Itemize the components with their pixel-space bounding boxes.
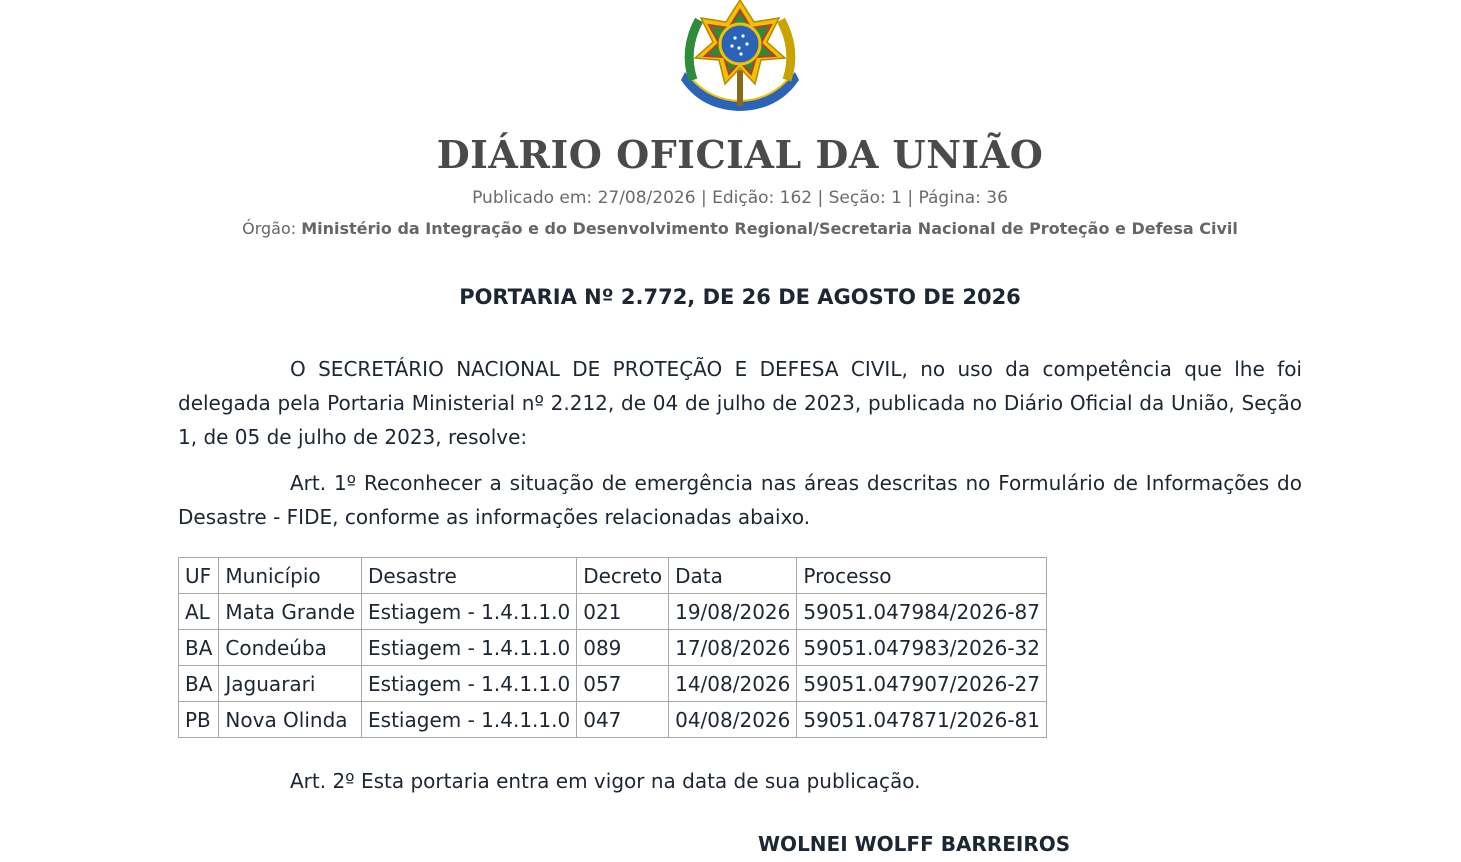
column-header: Processo bbox=[797, 558, 1047, 594]
table-row bbox=[179, 630, 1047, 666]
table-row bbox=[179, 666, 1047, 702]
column-header: Data bbox=[669, 558, 797, 594]
orgao-line bbox=[0, 219, 1461, 238]
cell-desastre: Estiagem - 1.4.1.1.0 bbox=[362, 594, 577, 630]
dou-title: DIÁRIO OFICIAL DA UNIÃO bbox=[436, 132, 1044, 177]
cell-data: 04/08/2026 bbox=[669, 702, 797, 738]
brazil-coat-of-arms-icon bbox=[675, 0, 805, 112]
cell-uf: PB bbox=[179, 702, 219, 738]
cell-municipio: Mata Grande bbox=[219, 594, 362, 630]
cell-decreto: 089 bbox=[577, 630, 669, 666]
municipalities-table bbox=[178, 557, 1047, 738]
table-row bbox=[179, 594, 1047, 630]
column-header: Desastre bbox=[362, 558, 577, 594]
column-header: Município bbox=[219, 558, 362, 594]
cell-processo: 59051.047907/2026-27 bbox=[797, 666, 1047, 702]
intro-paragraph: O SECRETÁRIO NACIONAL DE PROTEÇÃO E DEFESA CIVIL, no uso da competência que lhe foi delegada pela Portaria Ministerial nº 2.212, de 04 de julho de 2023, publicada no Diário Oficial da União, Seção 1, de 05 de julho de 2023, resolve: bbox=[178, 357, 1302, 449]
cell-data: 19/08/2026 bbox=[669, 594, 797, 630]
cell-decreto: 057 bbox=[577, 666, 669, 702]
portaria-title: PORTARIA Nº 2.772, DE 26 DE AGOSTO DE 2026 bbox=[459, 285, 1021, 309]
orgao-value: Ministério da Integração e do Desenvolvimento Regional/Secretaria Nacional de Proteção e Defesa Civil bbox=[301, 219, 1238, 238]
cell-municipio: Nova Olinda bbox=[219, 702, 362, 738]
column-header: Decreto bbox=[577, 558, 669, 594]
cell-desastre: Estiagem - 1.4.1.1.0 bbox=[362, 630, 577, 666]
cell-processo: 59051.047871/2026-81 bbox=[797, 702, 1047, 738]
cell-processo: 59051.047984/2026-87 bbox=[797, 594, 1047, 630]
cell-municipio: Condeúba bbox=[219, 630, 362, 666]
cell-uf: BA bbox=[179, 666, 219, 702]
cell-decreto: 021 bbox=[577, 594, 669, 630]
table-header-row bbox=[179, 558, 1047, 594]
article-1-paragraph: Art. 1º Reconhecer a situação de emergência nas áreas descritas no Formulário de Informações do Desastre - FIDE, conforme as informações relacionadas abaixo. bbox=[178, 471, 1302, 529]
article-2-paragraph: Art. 2º Esta portaria entra em vigor na data de sua publicação. bbox=[290, 769, 921, 793]
cell-decreto: 047 bbox=[577, 702, 669, 738]
orgao-label: Órgão: bbox=[242, 219, 297, 238]
cell-municipio: Jaguarari bbox=[219, 666, 362, 702]
publication-info: Publicado em: 27/08/2026 | Edição: 162 | Seção: 1 | Página: 36 bbox=[472, 188, 1008, 208]
table-row bbox=[179, 702, 1047, 738]
cell-uf: BA bbox=[179, 630, 219, 666]
cell-processo: 59051.047983/2026-32 bbox=[797, 630, 1047, 666]
cell-uf: AL bbox=[179, 594, 219, 630]
column-header: UF bbox=[179, 558, 219, 594]
cell-data: 17/08/2026 bbox=[669, 630, 797, 666]
cell-desastre: Estiagem - 1.4.1.1.0 bbox=[362, 666, 577, 702]
cell-desastre: Estiagem - 1.4.1.1.0 bbox=[362, 702, 577, 738]
cell-data: 14/08/2026 bbox=[669, 666, 797, 702]
signatory-name: WOLNEI WOLFF BARREIROS bbox=[758, 832, 1071, 856]
